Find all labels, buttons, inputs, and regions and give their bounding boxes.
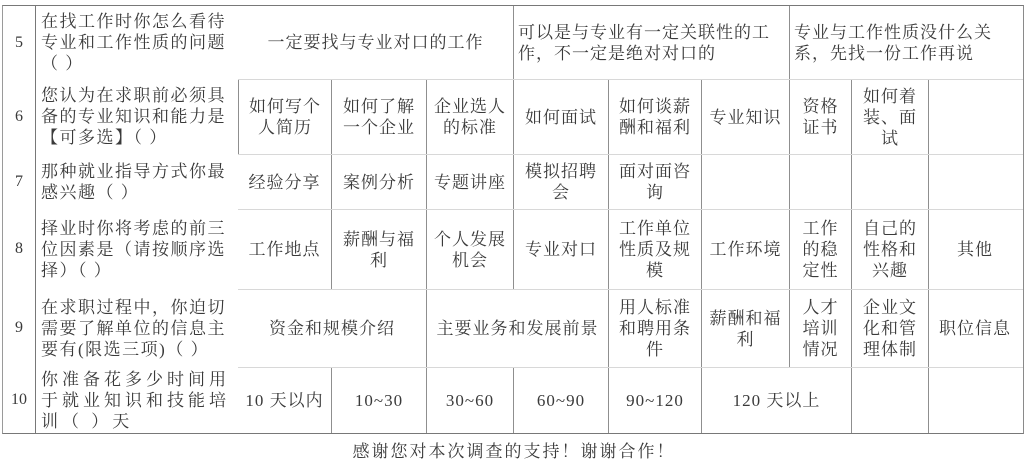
options-area bbox=[238, 367, 1023, 433]
table-row bbox=[3, 289, 1023, 367]
option-cell: 如何着装、面试 bbox=[851, 80, 928, 154]
table-row bbox=[3, 367, 1023, 433]
table-row bbox=[3, 209, 1023, 289]
option-cell: 面对面咨询 bbox=[608, 155, 701, 209]
row-number: 5 bbox=[3, 6, 36, 79]
option-cell: 10~30 bbox=[331, 368, 426, 433]
option-cell: 90~120 bbox=[608, 368, 701, 433]
option-cell: 企业选人的标准 bbox=[426, 80, 513, 154]
survey-table bbox=[2, 5, 1024, 434]
option-cell: 如何了解一个企业 bbox=[331, 80, 426, 154]
empty-cell bbox=[701, 155, 789, 209]
row-number: 6 bbox=[3, 79, 36, 154]
question-cell: 您认为在求职前必须具备的专业知识和能力是【可多选】（ ） bbox=[41, 86, 226, 147]
row-number: 8 bbox=[3, 209, 36, 289]
option-cell: 主要业务和发展前景 bbox=[426, 290, 608, 367]
option-cell: 自己的性格和兴趣 bbox=[851, 210, 928, 289]
options-area bbox=[238, 79, 1023, 154]
option-cell: 如何谈薪酬和福利 bbox=[608, 80, 701, 154]
option-cell: 工作的稳定性 bbox=[789, 210, 851, 289]
question-cell: 那种就业指导方式你最感兴趣（ ） bbox=[41, 161, 226, 202]
empty-cell bbox=[928, 80, 1021, 154]
option-cell: 专业对口 bbox=[513, 210, 608, 289]
option-cell: 经验分享 bbox=[248, 172, 321, 192]
option-cell: 职位信息 bbox=[928, 290, 1021, 367]
option-cell: 工作环境 bbox=[701, 210, 789, 289]
option-cell: 薪酬和福利 bbox=[701, 290, 789, 367]
option-cell: 个人发展机会 bbox=[426, 210, 513, 289]
option-cell: 如何写个人简历 bbox=[238, 80, 331, 154]
empty-cell bbox=[928, 155, 1021, 209]
option-cell: 如何面试 bbox=[513, 80, 608, 154]
option-cell: 可以是与专业有一定关联性的工作，不一定是绝对对口的 bbox=[513, 6, 789, 79]
option-cell: 工作地点 bbox=[248, 240, 321, 259]
option-cell: 用人标准和聘用条件 bbox=[608, 290, 701, 367]
question-cell: 在求职过程中，你迫切需要了解单位的信息主要有(限选三项)（ ） bbox=[41, 297, 226, 359]
option-cell: 专业知识 bbox=[701, 80, 789, 154]
option-cell: 企业文化和管理体制 bbox=[851, 290, 928, 367]
table-row bbox=[3, 79, 1023, 154]
question-cell: 在找工作时你怎么看待专业和工作性质的问题（ ） bbox=[41, 12, 226, 73]
option-cell: 资格证书 bbox=[789, 80, 851, 154]
table-row bbox=[3, 6, 1023, 79]
table-row bbox=[3, 154, 1023, 209]
option-cell: 60~90 bbox=[513, 368, 608, 433]
option-cell: 案例分析 bbox=[331, 155, 426, 209]
empty-cell bbox=[851, 368, 928, 433]
question-cell: 择业时你将考虑的前三位因素是（请按顺序选择）（ ） bbox=[41, 218, 226, 280]
option-cell: 资金和规模介绍 bbox=[269, 319, 395, 338]
row-number: 9 bbox=[3, 289, 36, 367]
row-number: 10 bbox=[3, 367, 36, 433]
options-area bbox=[238, 289, 1023, 367]
option-cell: 专题讲座 bbox=[426, 155, 513, 209]
option-cell: 30~60 bbox=[426, 368, 513, 433]
option-cell: 一定要找与专业对口的工作 bbox=[267, 33, 484, 52]
option-cell: 专业与工作性质没什么关系，先找一份工作再说 bbox=[789, 6, 1021, 79]
empty-cell bbox=[789, 155, 851, 209]
empty-cell bbox=[928, 368, 1021, 433]
option-cell: 模拟招聘会 bbox=[513, 155, 608, 209]
option-cell: 工作单位性质及规模 bbox=[608, 210, 701, 289]
empty-cell bbox=[851, 155, 928, 209]
question-cell: 你准备花多少时间用于就业知识和技能培训（ ）天 bbox=[41, 369, 230, 431]
option-cell: 其他 bbox=[928, 210, 1021, 289]
option-cell: 10 天以内 bbox=[245, 391, 324, 410]
option-cell: 120 天以上 bbox=[701, 368, 851, 433]
options-area bbox=[238, 209, 1023, 289]
options-area bbox=[238, 6, 1023, 79]
option-cell: 人才培训情况 bbox=[789, 290, 851, 367]
row-number: 7 bbox=[3, 154, 36, 209]
option-cell: 薪酬与福利 bbox=[331, 210, 426, 289]
options-area bbox=[238, 154, 1023, 209]
closing-note: 感谢您对本次调查的支持！谢谢合作！ bbox=[352, 442, 676, 461]
